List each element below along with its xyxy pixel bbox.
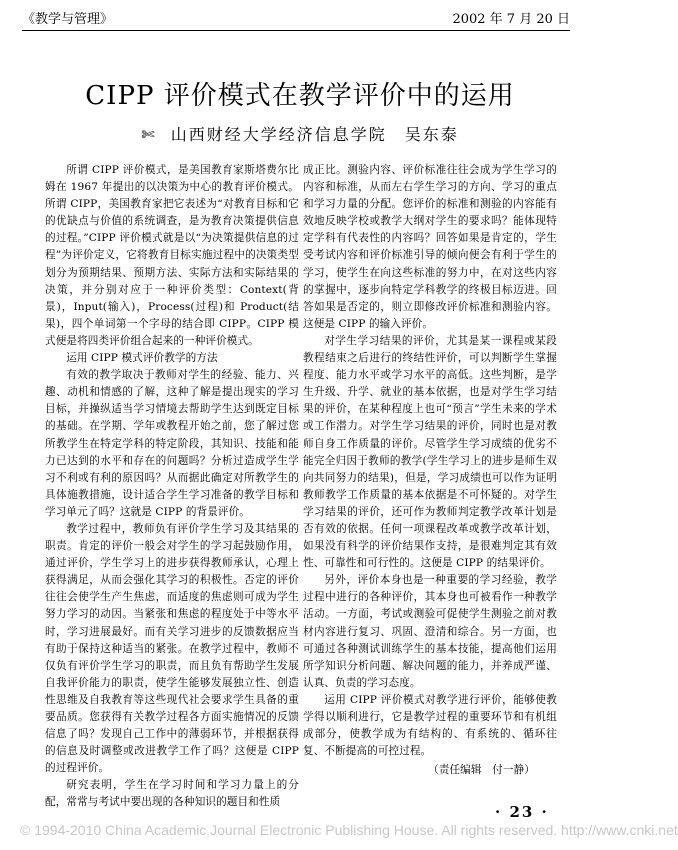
article-title: CIPP 评价模式在教学评价中的运用 [85,81,515,112]
paragraph: 成正比。测验内容、评价标准往往会成为学生学习的内容和标准，从而左右学生学习的方向、学习的重点和学习力量的分配。您评价的标准和测验的内容能有效地反映学校或教学大纲对学生的要求吗？能体现特定学科有代表性的内容吗？回答如果是肯定的，学生受考试内容和评价标准引导的倾向便会有利于学生的学习，使学生在向这些标准的努力中，在对这些内容的掌握中，逐步向特定学科教学的终极目标迈进。回答如果是否定的，则立即修改评价标准和测验内容。这便是 CIPP 的输入评价。 [303,164,557,330]
section-heading: 运用 CIPP 模式评价教学的方法 [66,352,218,365]
author-institution: 山西财经大学经济信息学院 [170,125,387,144]
paragraph: 运用 CIPP 评价模式对教学进行评价，能够使教学得以顺利进行，它是教学过程的重要环节和有机组成部分，使教学成为有结构的、有系统的、循环往复、不断提高的可控过程。 [303,693,557,758]
copyright-footer: © 1994-2010 China Academic Journal Electronic Publishing House. All rights reserved. http://www.cnki.net [20,822,678,838]
journal-name: 《教学与管理》 [22,12,114,27]
paragraph: 另外，评价本身也是一种重要的学习经验，教学过程中进行的各种评价，其本身也可被看作一种教学活动。一方面，考试或测验可促使学生测验之前对教材内容进行复习、巩固、澄清和综合。另一方面，也可通过各种测试训练学生的基本技能，提高他们运用所学知识分析问题、解决问题的能力，并养成严谨、认真、负责的学习态度。 [303,574,557,689]
running-header [22,8,570,28]
author-name: 吴东泰 [404,125,459,144]
paragraph: 研究表明，学生在学习时间和学习力量上的分配，常常与考试中要出现的各种知识的题目和性质 [45,779,299,809]
body-column-right [303,162,557,792]
header-divider [22,30,570,31]
issue-date: 2002 年 7 月 20 日 [452,12,570,27]
paragraph: 有效的教学取决于教师对学生的经验、能力、兴趣、动机和情感的了解，这种了解是提出现实的学习目标，并操纵适当学习情境去帮助学生达到既定目标的基础。在学期、学年或教程开始之前，您了解过您所教学生在特定学科的特定阶段，其知识、技能和能力已达到的水平和存在的问题吗？分析过造成学生学习不利或有利的原因吗？从而据此确定对所教学生的具体施教措施，设计适合学生学习准备的教学目标和学习单元了吗？这就是 CIPP 的背景评价。 [45,369,299,518]
paragraph: 对学生学习结果的评价，尤其是某一课程或某段教程结束之后进行的终结性评价，可以判断学生掌握程度、能力水平或学习水平的高低。这些判断，是学生升级、升学、就业的基本依据，也是对学生学习结果的评价，在某种程度上也可“预言”学生未来的学术或工作潜力。对学生学习结果的评价，同时也是对教师自身工作质量的评价。尽管学生学习成绩的优劣不能完全归因于教师的教学(学生学习上的进步是师生双向共同努力的结果)，但是，学习成绩也可以作为证明教师教学工作质量的基本依据是不可怀疑的。对学生学习结果的评价，还可作为教师判定教学改革计划是否有效的依据。任何一项课程改革或教学改革计划，如果没有科学的评价结果作支持，是很难判定其有效性、可靠性和可行性的。这便是 CIPP 的结果评价。 [303,334,557,570]
paragraph: 所谓 CIPP 评价模式，是美国教育家斯塔费尔比姆在 1967 年提出的以决策为中心的教育评价模式。所谓 CIPP，美国教育家把它表述为“对教育目标和它的优缺点与价值的系统调查，是为教育决策提供信息的过程。”CIPP 评价模式就是以“为决策提供信息的过程”为评价定义，它将教育目标实施过程中的决策类型划分为预期结果、预期方法、实际方法和实际结果的决策，并分别对应于一种评价类型：Context(背景)，Input(输入)，Process(过程)和 Product(结果)，四个单词第一个字母的结合即 CIPP。CIPP 模式便是将四类评价组合起来的一种评价模式。 [45,164,299,347]
editor-note: （责任编辑 付一静） [428,764,535,777]
scissors-icon: ✄ [141,125,157,144]
paragraph: 教学过程中，教师负有评价学生学习及其结果的职责。肯定的评价一般会对学生的学习起鼓励作用，通过评价，学生学习上的进步获得教师承认，心理上获得满足，从而会强化其学习的积极性。否定的评价往往会使学生产生焦虑，而适度的焦虑则可成为学生努力学习的动因。当紧张和焦虑的程度处于中等水平时，学习进展最好。而有关学习进步的反馈数据应当有助于保持这种适当的紧张。在教学过程中，教师不仅负有评价学生学习的职责，而且负有帮助学生发展自我评价能力的职责，使学生能够发展独立性、创造性思维及自我教育等这些现代社会要求学生具备的重要品质。您获得有关教学过程各方面实施情况的反馈信息了吗？发现自己工作中的薄弱环节，并根据获得的信息及时调整或改进教学工作了吗？这便是 CIPP 的过程评价。 [45,522,299,775]
body-column-left [45,162,299,809]
page-number: · 23 · [495,803,549,821]
byline [0,122,600,145]
